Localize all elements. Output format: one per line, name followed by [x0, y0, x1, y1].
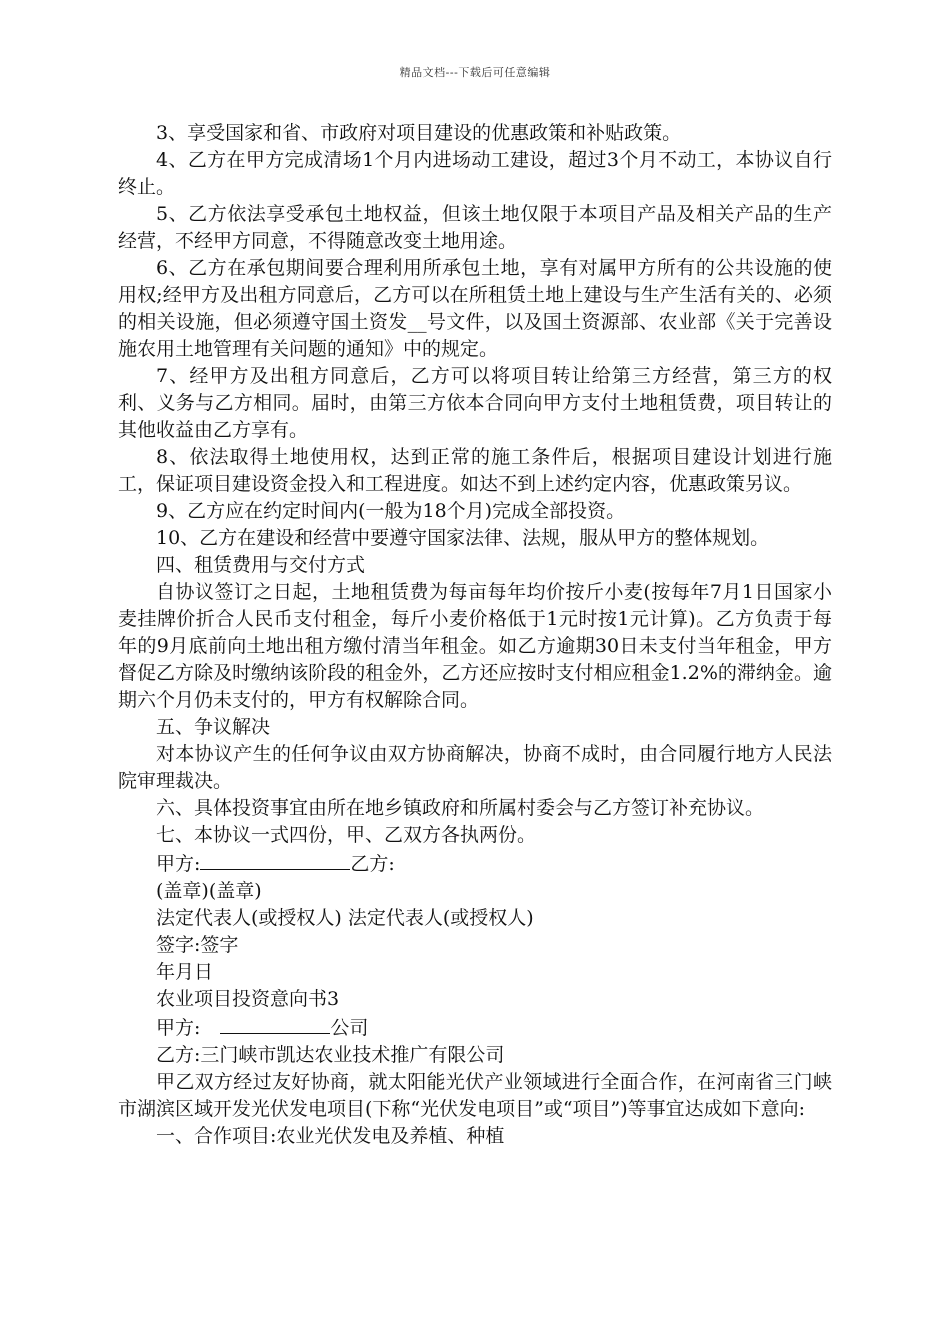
intro-paragraph: 甲乙双方经过友好协商，就太阳能光伏产业领域进行全面合作，在河南省三门峡市湖滨区域开发光伏发电项目(下称“光伏发电项目”或“项目”)等事宜达成如下意向: [118, 1071, 832, 1120]
clause-4: 4、乙方在甲方完成清场1个月内进场动工建设，超过3个月不动工，本协议自行终止。 [118, 149, 832, 198]
party-b-label: 乙方: [350, 853, 395, 875]
cooperation-item-1: 一、合作项目:农业光伏发电及养植、种植 [156, 1125, 505, 1147]
clause-9: 9、乙方应在约定时间内(一般为18个月)完成全部投资。 [156, 500, 626, 522]
signature-line: 签字:签字 [156, 934, 239, 956]
section-heading-5: 五、争议解决 [156, 716, 271, 738]
clause-8: 8、依法取得土地使用权，达到正常的施工条件后，根据项目建设计划进行施工，保证项目建设资金投入和工程进度。如达不到上述约定内容，优惠政策另议。 [118, 446, 832, 495]
signature-parties [118, 849, 832, 878]
clause-7: 7、经甲方及出租方同意后，乙方可以将项目转让给第三方经营，第三方的权利、义务与乙方相同。届时，由第三方依本合同向甲方支付土地租赁费，项目转让的其他收益由乙方享有。 [118, 365, 832, 441]
company-name-blank [220, 1013, 330, 1034]
representative-line: 法定代表人(或授权人) 法定代表人(或授权人) [156, 907, 534, 929]
clause-6: 6、乙方在承包期间要合理利用所承包土地，享有对属甲方所有的公共设施的使用权;经甲方及出租方同意后，乙方可以在所租赁土地上建设与生产生活有关的、必须的相关设施，但必须遵守国土资发__号文件，以及国土资源部、农业部《关于完善设施农用土地管理有关问题的通知》中的规定。 [118, 257, 832, 360]
company-suffix: 公司 [330, 1017, 369, 1039]
clause-5: 5、乙方依法享受承包土地权益，但该土地仅限于本项目产品及相关产品的生产经营，不经甲方同意，不得随意改变土地用途。 [118, 203, 832, 252]
document-body [118, 120, 832, 1150]
party-a-label: 甲方: [156, 853, 201, 875]
date-line: 年月日 [156, 961, 214, 983]
section-6: 六、具体投资事宜由所在地乡镇政府和所属村委会与乙方签订补充协议。 [156, 797, 765, 819]
document-title-3: 农业项目投资意向书3 [156, 988, 340, 1010]
second-party-a-label: 甲方: [156, 1017, 201, 1039]
section-heading-4: 四、租赁费用与交付方式 [156, 554, 366, 576]
second-party-a [118, 1013, 832, 1042]
clause-3: 3、享受国家和省、市政府对项目建设的优惠政策和补贴政策。 [156, 122, 682, 144]
section-7: 七、本协议一式四份，甲、乙双方各执两份。 [156, 824, 537, 846]
seal-line: (盖章)(盖章) [156, 880, 262, 902]
party-a-blank [200, 849, 350, 870]
second-party-b: 乙方:三门峡市凯达农业技术推广有限公司 [156, 1044, 505, 1066]
rent-terms: 自协议签订之日起，土地租赁费为每亩每年均价按斤小麦(按每年7月1日国家小麦挂牌价折合人民币支付租金，每斤小麦价格低于1元时按1元计算)。乙方负责于每年的9月底前向土地出租方缴付清当年租金。如乙方逾期30日未支付当年租金，甲方督促乙方除及时缴纳该阶段的租金外，乙方还应按时支付相应租金1.2%的滞纳金。逾期六个月仍未支付的，甲方有权解除合同。 [118, 581, 832, 711]
clause-10: 10、乙方在建设和经营中要遵守国家法律、法规，服从甲方的整体规划。 [156, 527, 770, 549]
dispute-clause: 对本协议产生的任何争议由双方协商解决，协商不成时，由合同履行地方人民法院审理裁决。 [118, 743, 832, 792]
page-header: 精品文档---下载后可任意编辑 [399, 66, 551, 79]
